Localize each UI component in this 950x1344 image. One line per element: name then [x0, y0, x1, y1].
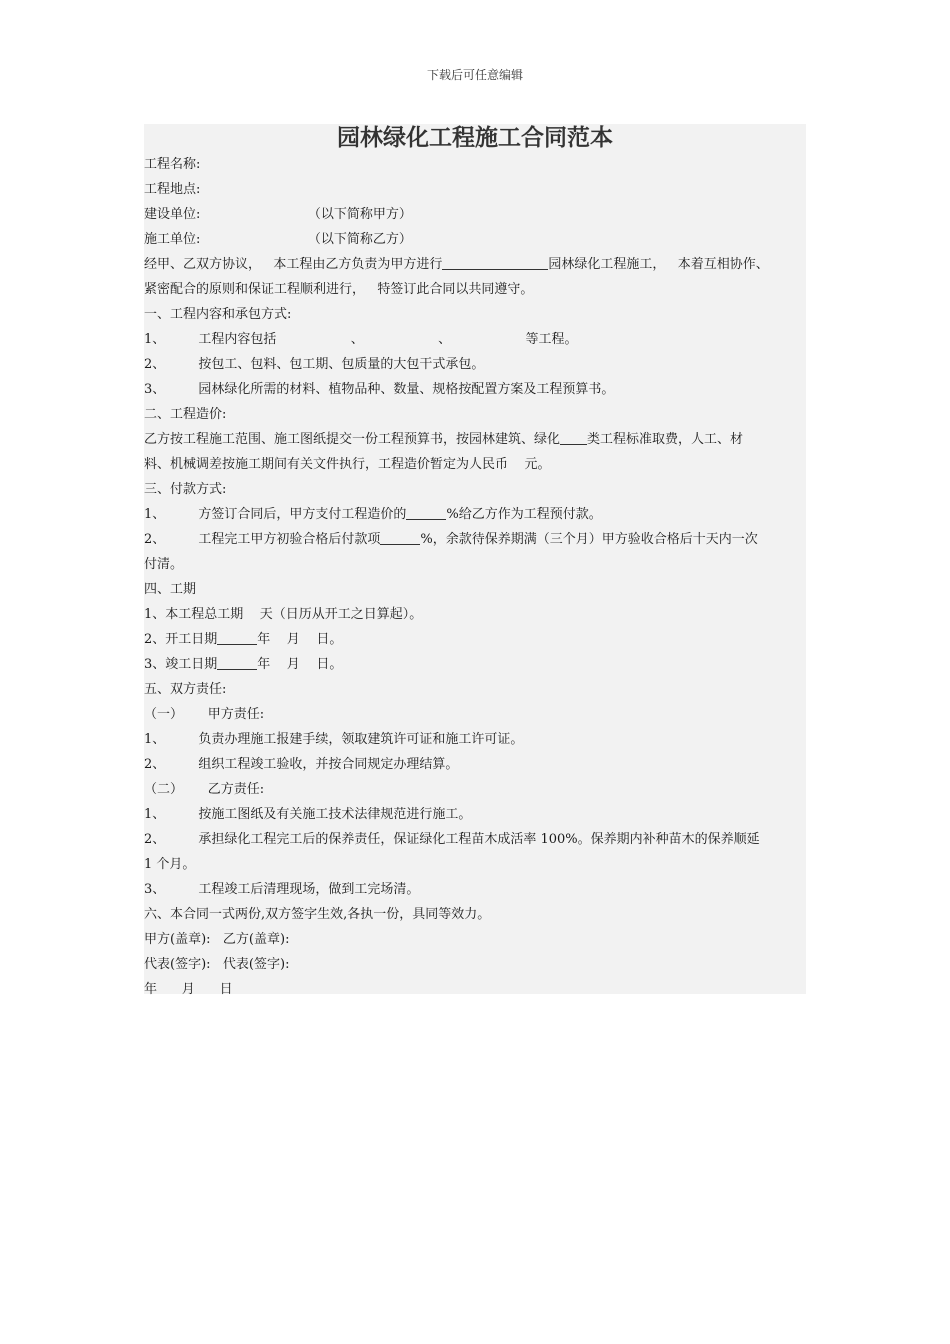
project-name-line: 工程名称: [144, 157, 201, 172]
section-4-item-1: 1、本工程总工期 天（日历从开工之日算起）。 [144, 607, 423, 622]
party-b-item-2-cont: 1 个月。 [144, 857, 196, 872]
project-location-line: 工程地点: [144, 182, 201, 197]
contract-document [144, 124, 806, 997]
project-blank [442, 255, 548, 270]
payment-text-b: %，余款待保养期满（三个月）甲方验收合格后十天内一次 [420, 532, 758, 547]
agreement-text-b: 园林绿化工程施工， 本着互相协作、 [548, 257, 769, 272]
payment-percent-blank [380, 530, 420, 545]
party-a-heading: （一） 甲方责任: [144, 707, 265, 722]
section-2-text-1 [144, 427, 806, 452]
start-date-label: 2、开工日期 [144, 632, 218, 647]
party-b-item-3: 3、 工程竣工后清理现场，做到工完场清。 [144, 882, 420, 897]
party-b-item-1: 1、 按施工图纸及有关施工技术法律规范进行施工。 [144, 807, 472, 822]
section-3-heading: 三、付款方式: [144, 482, 227, 497]
party-a-item-2: 2、 组织工程竣工验收，并按合同规定办理结算。 [144, 757, 459, 772]
signature-line: 代表(签字): 代表(签字): [144, 957, 290, 972]
section-4-heading: 四、工期 [144, 582, 197, 597]
section-4-item-3 [144, 652, 806, 677]
advance-text-a: 1、 方签订合同后，甲方支付工程造价的 [144, 507, 407, 522]
greening-class-blank [560, 430, 587, 445]
date-line: 年 月 日 [144, 982, 233, 997]
payment-text-a: 2、 工程完工甲方初验合格后付款项 [144, 532, 381, 547]
seal-line: 甲方(盖章): 乙方(盖章): [144, 932, 290, 947]
section-3-item-2-cont: 付清。 [144, 557, 184, 572]
section-1-item-1: 1、 工程内容包括 、 、 等工程。 [144, 332, 578, 347]
cost-text-b: 类工程标准取费，人工、材 [587, 432, 744, 447]
section-3-item-1 [144, 502, 806, 527]
party-b-item-2: 2、 承担绿化工程完工后的保养责任，保证绿化工程苗木成活率 100%。保养期内补种苗木的保养顺延 [144, 832, 760, 847]
start-year-blank [217, 630, 257, 645]
advance-percent-blank [406, 505, 446, 520]
party-a-item-1: 1、 负责办理施工报建手续，领取建筑许可证和施工许可证。 [144, 732, 524, 747]
section-1-heading: 一、工程内容和承包方式: [144, 307, 292, 322]
contractor-unit-line: 施工单位: （以下简称乙方） [144, 232, 412, 247]
section-6-text: 六、本合同一式两份,双方签字生效,各执一份，具同等效力。 [144, 907, 491, 922]
advance-text-b: %给乙方作为工程预付款。 [446, 507, 602, 522]
section-4-item-2 [144, 627, 806, 652]
section-1-item-2: 2、 按包工、包料、包工期、包质量的大包干式承包。 [144, 357, 485, 372]
end-date-suffix: 年 月 日。 [257, 657, 343, 672]
section-5-heading: 五、双方责任: [144, 682, 227, 697]
agreement-text-a: 经甲、乙双方协议， 本工程由乙方负责为甲方进行 [144, 257, 443, 272]
end-year-blank [217, 655, 257, 670]
section-2-text-2: 料、机械调差按施工期间有关文件执行，工程造价暂定为人民币 元。 [144, 457, 551, 472]
party-b-heading: （二） 乙方责任: [144, 782, 265, 797]
section-3-item-2 [144, 527, 806, 552]
cost-text-a: 乙方按工程施工范围、施工图纸提交一份工程预算书，按园林建筑、绿化 [144, 432, 561, 447]
agreement-line-1 [144, 252, 806, 277]
section-2-heading: 二、工程造价: [144, 407, 227, 422]
document-title: 园林绿化工程施工合同范本 [337, 124, 613, 151]
end-date-label: 3、竣工日期 [144, 657, 218, 672]
start-date-suffix: 年 月 日。 [257, 632, 343, 647]
agreement-line-2: 紧密配合的原则和保证工程顺利进行， 特签订此合同以共同遵守。 [144, 282, 534, 297]
download-note: 下载后可任意编辑 [426, 68, 523, 82]
section-1-item-3: 3、 园林绿化所需的材料、植物品种、数量、规格按配置方案及工程预算书。 [144, 382, 615, 397]
client-unit-line: 建设单位: （以下简称甲方） [144, 207, 412, 222]
